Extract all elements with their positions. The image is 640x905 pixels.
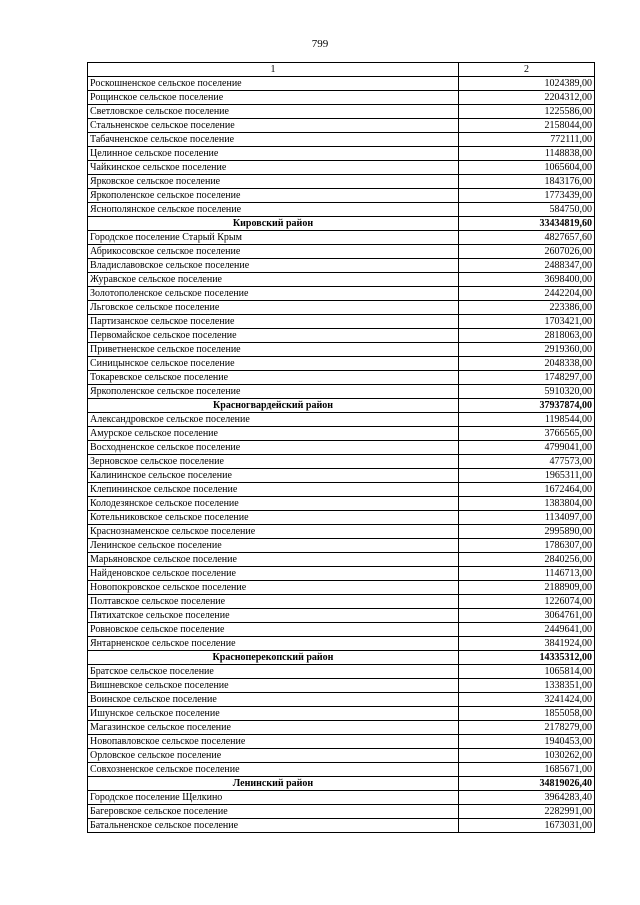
table-row — [88, 637, 595, 651]
district-row — [88, 651, 595, 665]
amount-value: 1940453,00 — [459, 735, 595, 749]
amount-value: 4827657,60 — [459, 231, 595, 245]
table-row — [88, 175, 595, 189]
amount-value: 2449641,00 — [459, 623, 595, 637]
table-row — [88, 455, 595, 469]
table-row — [88, 469, 595, 483]
table-row — [88, 287, 595, 301]
amount-value: 1748297,00 — [459, 371, 595, 385]
settlement-name: Льговское сельское поселение — [88, 301, 459, 315]
table-row — [88, 511, 595, 525]
table-row — [88, 441, 595, 455]
table-row — [88, 161, 595, 175]
settlement-name: Котельниковское сельское поселение — [88, 511, 459, 525]
table-row — [88, 595, 595, 609]
settlement-name: Золотополенское сельское поселение — [88, 287, 459, 301]
settlement-name: Новопавловское сельское поселение — [88, 735, 459, 749]
amount-value: 3964283,40 — [459, 791, 595, 805]
table-row — [88, 525, 595, 539]
amount-value: 3698400,00 — [459, 273, 595, 287]
table-row — [88, 553, 595, 567]
header-col-1: 1 — [88, 63, 459, 77]
district-total: 14335312,00 — [459, 651, 595, 665]
amount-value: 2919360,00 — [459, 343, 595, 357]
settlement-name: Ровновское сельское поселение — [88, 623, 459, 637]
amount-value: 1786307,00 — [459, 539, 595, 553]
table-row — [88, 259, 595, 273]
amount-value: 2995890,00 — [459, 525, 595, 539]
settlement-name: Городское поселение Щелкино — [88, 791, 459, 805]
district-name: Красноперекопский район — [88, 651, 459, 665]
settlement-name: Ярковское сельское поселение — [88, 175, 459, 189]
district-total: 33434819,60 — [459, 217, 595, 231]
amount-value: 1773439,00 — [459, 189, 595, 203]
amount-value: 3841924,00 — [459, 637, 595, 651]
settlement-name: Рощинское сельское поселение — [88, 91, 459, 105]
amount-value: 2818063,00 — [459, 329, 595, 343]
table-row — [88, 343, 595, 357]
table-row — [88, 231, 595, 245]
table-row — [88, 707, 595, 721]
district-name: Красногвардейский район — [88, 399, 459, 413]
amount-value: 2282991,00 — [459, 805, 595, 819]
table-row — [88, 147, 595, 161]
settlement-name: Яркополенское сельское поселение — [88, 385, 459, 399]
table-row — [88, 427, 595, 441]
amount-value: 1065604,00 — [459, 161, 595, 175]
table-row — [88, 189, 595, 203]
table-row — [88, 245, 595, 259]
settlement-name: Табачненское сельское поселение — [88, 133, 459, 147]
amount-value: 477573,00 — [459, 455, 595, 469]
table-row — [88, 763, 595, 777]
table-row — [88, 609, 595, 623]
table-row — [88, 567, 595, 581]
table-row — [88, 497, 595, 511]
amount-value: 4799041,00 — [459, 441, 595, 455]
settlement-name: Ишунское сельское поселение — [88, 707, 459, 721]
amount-value: 2840256,00 — [459, 553, 595, 567]
amount-value: 1673031,00 — [459, 819, 595, 833]
settlement-name: Клепининское сельское поселение — [88, 483, 459, 497]
table-row — [88, 203, 595, 217]
table-row — [88, 133, 595, 147]
settlement-name: Калининское сельское поселение — [88, 469, 459, 483]
table-row — [88, 105, 595, 119]
settlement-name: Роскошненское сельское поселение — [88, 77, 459, 91]
table-row — [88, 539, 595, 553]
amount-value: 2048338,00 — [459, 357, 595, 371]
table-row — [88, 77, 595, 91]
table-row — [88, 721, 595, 735]
settlement-name: Яснополянское сельское поселение — [88, 203, 459, 217]
amount-value: 2178279,00 — [459, 721, 595, 735]
table-body — [88, 63, 595, 833]
settlement-name: Магазинское сельское поселение — [88, 721, 459, 735]
table-row — [88, 329, 595, 343]
amount-value: 1855058,00 — [459, 707, 595, 721]
header-row — [88, 63, 595, 77]
settlement-name: Партизанское сельское поселение — [88, 315, 459, 329]
settlement-name: Токаревское сельское поселение — [88, 371, 459, 385]
amount-value: 584750,00 — [459, 203, 595, 217]
settlement-name: Зерновское сельское поселение — [88, 455, 459, 469]
settlement-name: Восходненское сельское поселение — [88, 441, 459, 455]
table-row — [88, 301, 595, 315]
amount-value: 2442204,00 — [459, 287, 595, 301]
amount-value: 772111,00 — [459, 133, 595, 147]
settlement-name: Стальненское сельское поселение — [88, 119, 459, 133]
table-row — [88, 665, 595, 679]
settlement-name: Пятихатское сельское поселение — [88, 609, 459, 623]
amount-value: 2607026,00 — [459, 245, 595, 259]
settlement-name: Амурское сельское поселение — [88, 427, 459, 441]
table-row — [88, 91, 595, 105]
settlement-name: Колодезянское сельское поселение — [88, 497, 459, 511]
settlement-name: Первомайское сельское поселение — [88, 329, 459, 343]
settlement-name: Владиславовское сельское поселение — [88, 259, 459, 273]
district-total: 37937874,00 — [459, 399, 595, 413]
settlement-name: Багеровское сельское поселение — [88, 805, 459, 819]
table-row — [88, 119, 595, 133]
table-row — [88, 623, 595, 637]
amount-value: 3766565,00 — [459, 427, 595, 441]
settlement-name: Батальненское сельское поселение — [88, 819, 459, 833]
table-row — [88, 749, 595, 763]
table-row — [88, 371, 595, 385]
amount-value: 223386,00 — [459, 301, 595, 315]
district-row — [88, 217, 595, 231]
amount-value: 3064761,00 — [459, 609, 595, 623]
table-row — [88, 413, 595, 427]
settlement-name: Полтавское сельское поселение — [88, 595, 459, 609]
district-name: Ленинский район — [88, 777, 459, 791]
table-row — [88, 273, 595, 287]
settlement-name: Новопокровское сельское поселение — [88, 581, 459, 595]
table-row — [88, 385, 595, 399]
table-row — [88, 735, 595, 749]
district-name: Кировский район — [88, 217, 459, 231]
table-row — [88, 483, 595, 497]
amount-value: 1065814,00 — [459, 665, 595, 679]
settlement-name: Янтарненское сельское поселение — [88, 637, 459, 651]
amount-value: 1703421,00 — [459, 315, 595, 329]
amount-value: 2488347,00 — [459, 259, 595, 273]
table-row — [88, 357, 595, 371]
amount-value: 1226074,00 — [459, 595, 595, 609]
district-row — [88, 399, 595, 413]
amount-value: 1148838,00 — [459, 147, 595, 161]
settlement-name: Абрикосовское сельское поселение — [88, 245, 459, 259]
settlement-name: Александровское сельское поселение — [88, 413, 459, 427]
settlement-name: Ленинское сельское поселение — [88, 539, 459, 553]
settlement-name: Городское поселение Старый Крым — [88, 231, 459, 245]
settlement-name: Марьяновское сельское поселение — [88, 553, 459, 567]
page-number: 799 — [311, 38, 329, 50]
budget-table — [87, 62, 595, 833]
table-row — [88, 819, 595, 833]
amount-value: 1338351,00 — [459, 679, 595, 693]
amount-value: 1843176,00 — [459, 175, 595, 189]
table-row — [88, 581, 595, 595]
settlement-name: Совхозненское сельское поселение — [88, 763, 459, 777]
settlement-name: Найденовское сельское поселение — [88, 567, 459, 581]
amount-value: 1134097,00 — [459, 511, 595, 525]
settlement-name: Целинное сельское поселение — [88, 147, 459, 161]
table-row — [88, 805, 595, 819]
amount-value: 1225586,00 — [459, 105, 595, 119]
settlement-name: Приветненское сельское поселение — [88, 343, 459, 357]
amount-value: 1024389,00 — [459, 77, 595, 91]
amount-value: 1146713,00 — [459, 567, 595, 581]
district-row — [88, 777, 595, 791]
header-col-2: 2 — [459, 63, 595, 77]
settlement-name: Воинское сельское поселение — [88, 693, 459, 707]
table-row — [88, 679, 595, 693]
settlement-name: Орловское сельское поселение — [88, 749, 459, 763]
amount-value: 1965311,00 — [459, 469, 595, 483]
amount-value: 2188909,00 — [459, 581, 595, 595]
amount-value: 1685671,00 — [459, 763, 595, 777]
settlement-name: Братское сельское поселение — [88, 665, 459, 679]
district-total: 34819026,40 — [459, 777, 595, 791]
table-row — [88, 791, 595, 805]
amount-value: 2158044,00 — [459, 119, 595, 133]
amount-value: 5910320,00 — [459, 385, 595, 399]
settlement-name: Светловское сельское поселение — [88, 105, 459, 119]
amount-value: 2204312,00 — [459, 91, 595, 105]
settlement-name: Журавское сельское поселение — [88, 273, 459, 287]
amount-value: 3241424,00 — [459, 693, 595, 707]
table-row — [88, 315, 595, 329]
amount-value: 1198544,00 — [459, 413, 595, 427]
amount-value: 1672464,00 — [459, 483, 595, 497]
settlement-name: Чайкинское сельское поселение — [88, 161, 459, 175]
settlement-name: Синицынское сельское поселение — [88, 357, 459, 371]
table-row — [88, 693, 595, 707]
settlement-name: Краснознаменское сельское поселение — [88, 525, 459, 539]
settlement-name: Вишневское сельское поселение — [88, 679, 459, 693]
amount-value: 1030262,00 — [459, 749, 595, 763]
amount-value: 1383804,00 — [459, 497, 595, 511]
settlement-name: Яркополенское сельское поселение — [88, 189, 459, 203]
